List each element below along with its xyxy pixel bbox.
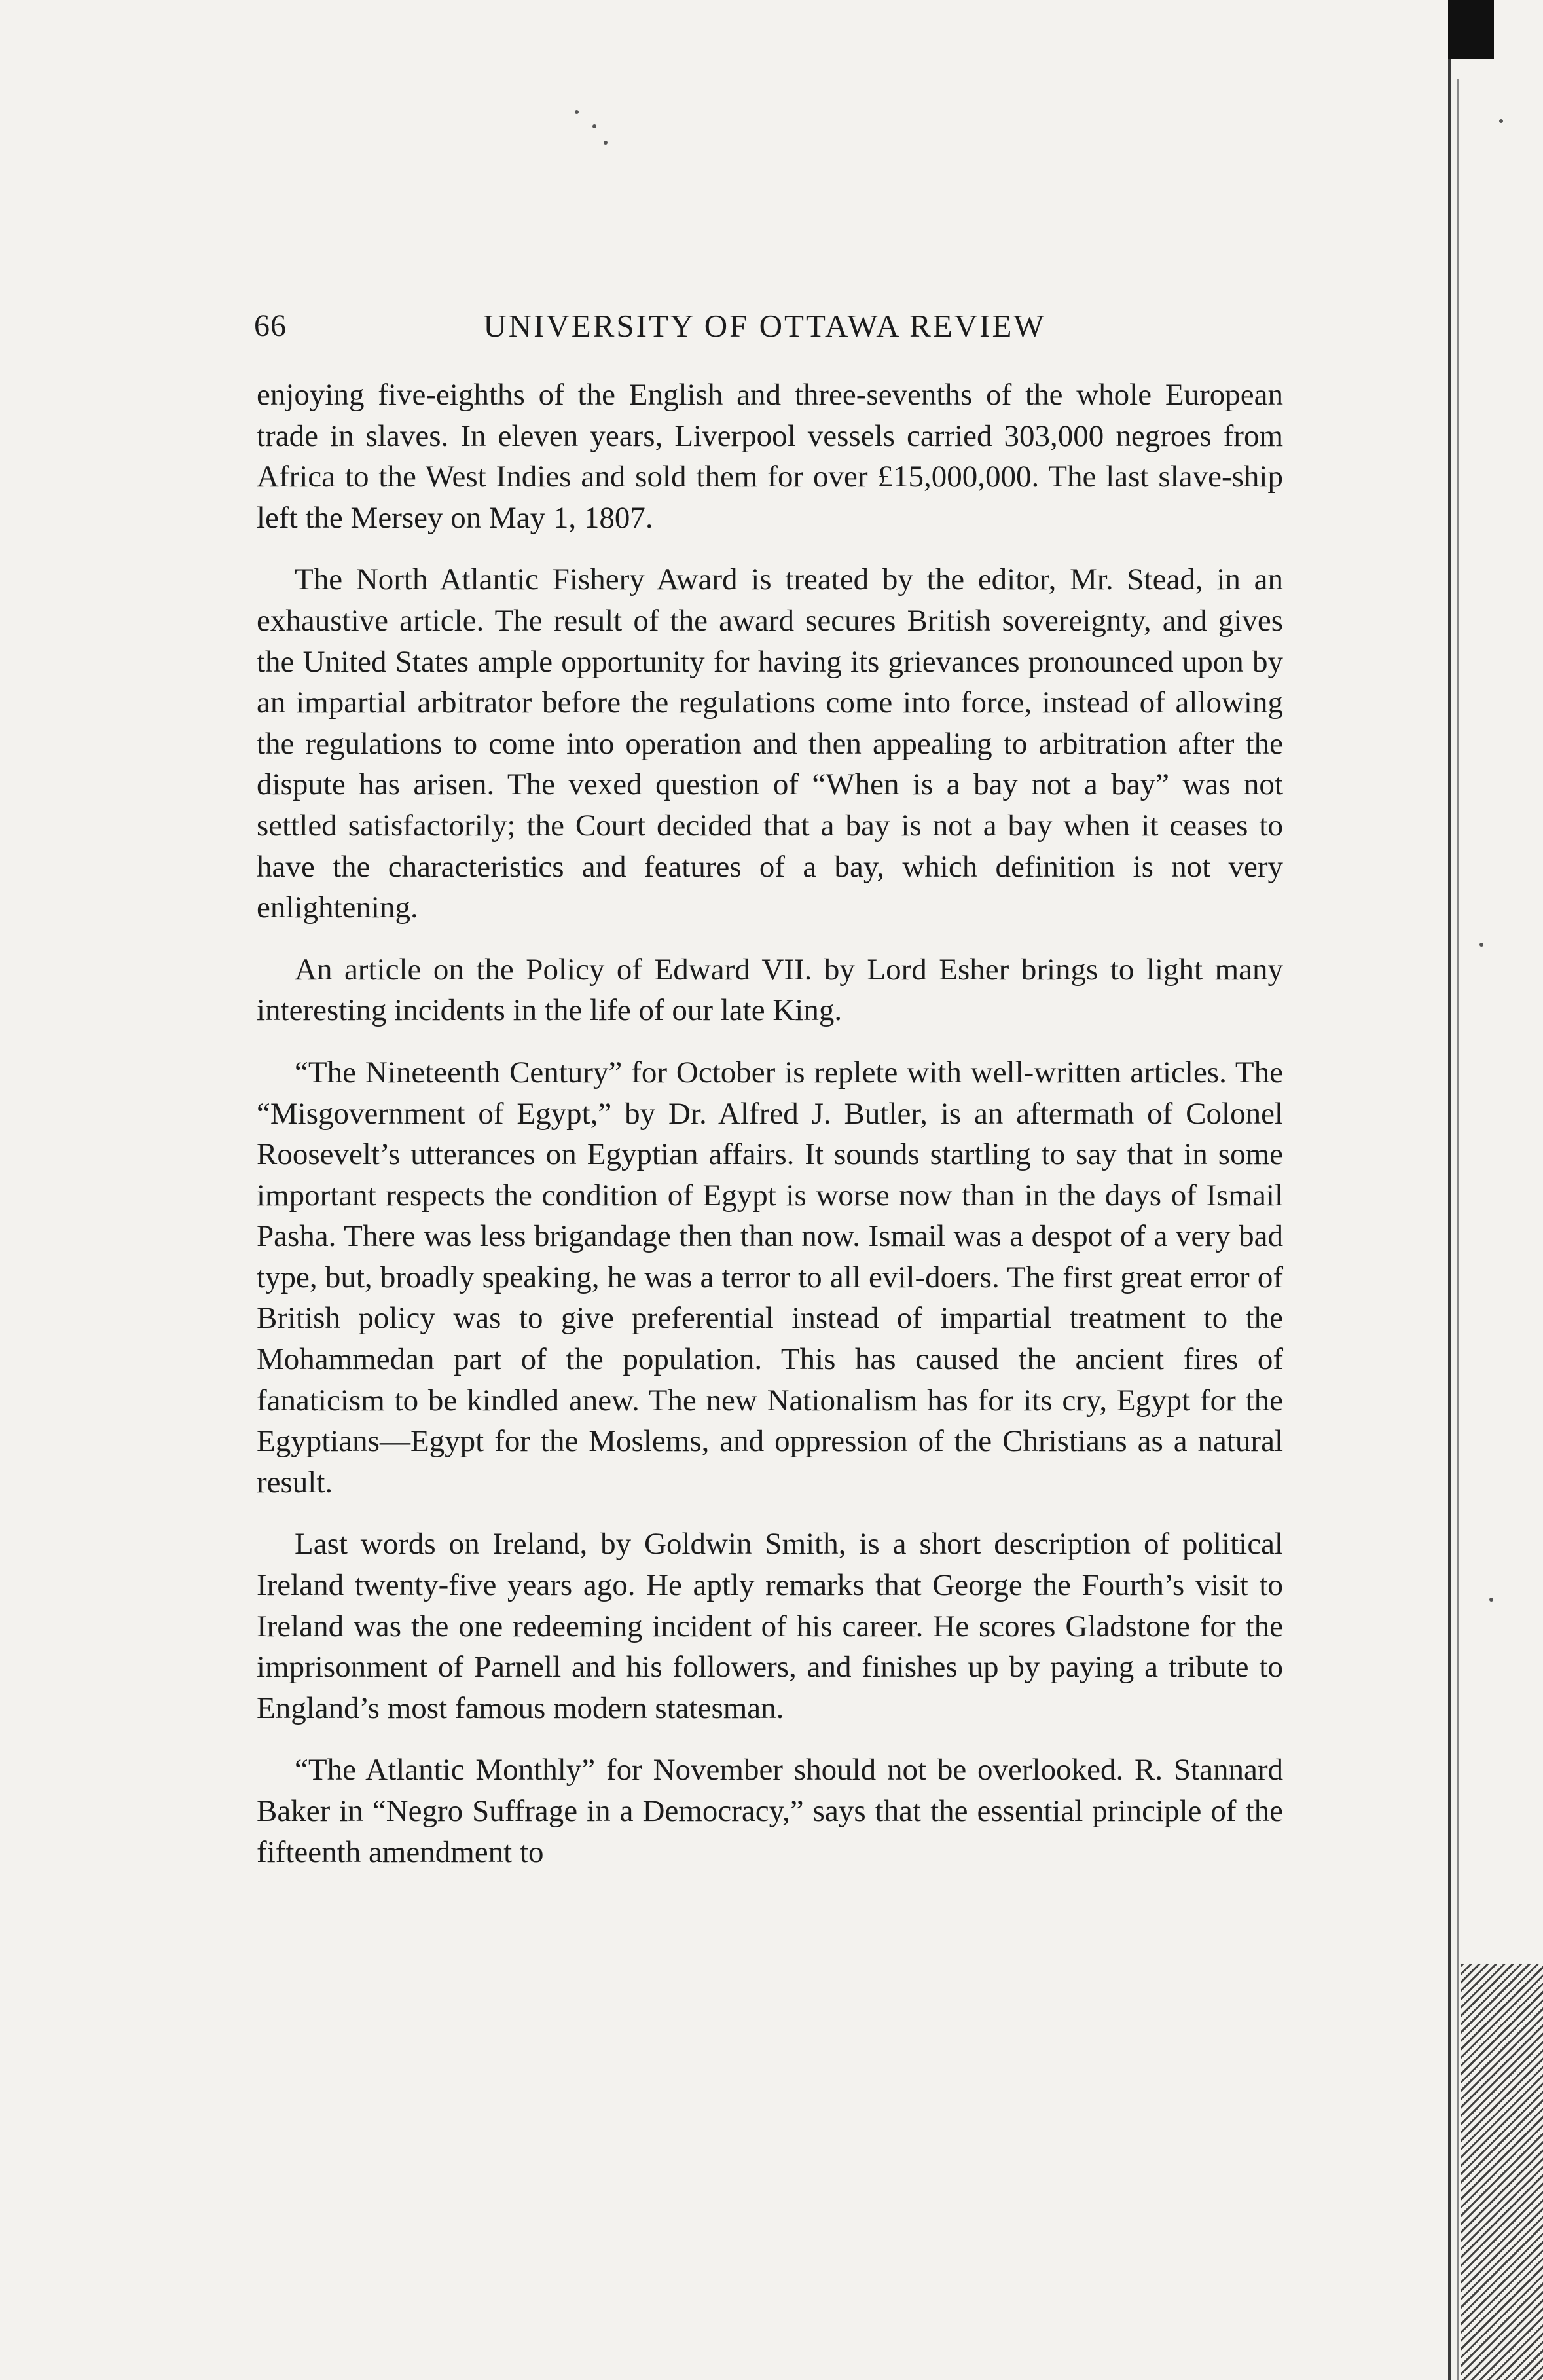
paragraph-fishery-award: The North Atlantic Fishery Award is treated by the editor, Mr. Stead, in an exhaustive article. The result of the award secures British sovereignty, and gives the United States ample opportunity for having its grievances pronounced upon by an impartial arbitrator before the regulations come into force, instead of allowing the regulations to come into operation and then appealing to arbitration after the dispute has arisen. The vexed question of “When is a bay not a bay” was not settled satisfactorily; the Court decided that a bay is not a bay when it ceases to have the characteristics and features of a bay, which definition is not very enlightening. [257,562,1283,925]
scan-edge-blot-bottom [1461,1964,1543,2380]
scan-edge-line-secondary [1457,79,1459,2380]
scan-edge-line [1448,0,1451,2380]
scan-speck [575,110,579,114]
paragraph-edward-vii: An article on the Policy of Edward VII. by Lord Esher brings to light many interesting incidents in the life of our late King. [257,952,1283,1028]
scan-speck [592,124,596,128]
scan-edge-blot-top [1448,0,1494,59]
scan-speck [1499,119,1503,123]
paragraph-ireland: Last words on Ireland, by Goldwin Smith, is a short description of political Ireland twenty-five years ago. He aptly remarks that George the Fourth’s visit to Ireland was the one redeeming incident of his career. He scores Gladstone for the imprisonment of Parnell and his followers, and finishes up by paying a tribute to England’s most famous modern statesman. [257,1527,1283,1725]
paragraph-slave-trade: enjoying five-eighths of the English and three-sevenths of the whole European trade in slaves. In eleven years, Liverpool vessels carried 303,000 negroes from Africa to the West Indies and sold them for over £15,000,000. The last slave-ship left the Mersey on May 1, 1807. [257,378,1283,535]
article-body [257,375,1283,1894]
paragraph-nineteenth-century: “The Nineteenth Century” for October is replete with well-written articles. The “Misgovernment of Egypt,” by Dr. Alfred J. Butler, is an aftermath of Colonel Roosevelt’s utterances on Egyptian affairs. It sounds startling to say that in some important respects the condition of Egypt is worse now than in the days of Ismail Pasha. There was less brigandage then than now. Ismail was a despot of a very bad type, but, broadly speaking, he was a terror to all evil-doers. The first great error of British policy was to give preferential instead of impartial treatment to the Mohammedan part of the population. This has caused the ancient fires of fanaticism to be kindled anew. The new Nationalism has for its cry, Egypt for the Egyptians—Egypt for the Moslems, and oppression of the Christians as a natural result. [257,1055,1283,1499]
page-number: 66 [254,308,287,343]
page-header [254,306,1275,352]
scan-speck [604,141,608,145]
paragraph-atlantic-monthly: “The Atlantic Monthly” for November should not be overlooked. R. Stannard Baker in “Negro Suffrage in a Democracy,” says that the essential principle of the fifteenth amendment to [257,1753,1283,1869]
scan-speck [1489,1598,1493,1602]
running-head: UNIVERSITY OF OTTAWA REVIEW [483,308,1046,344]
scan-speck [1479,943,1483,947]
